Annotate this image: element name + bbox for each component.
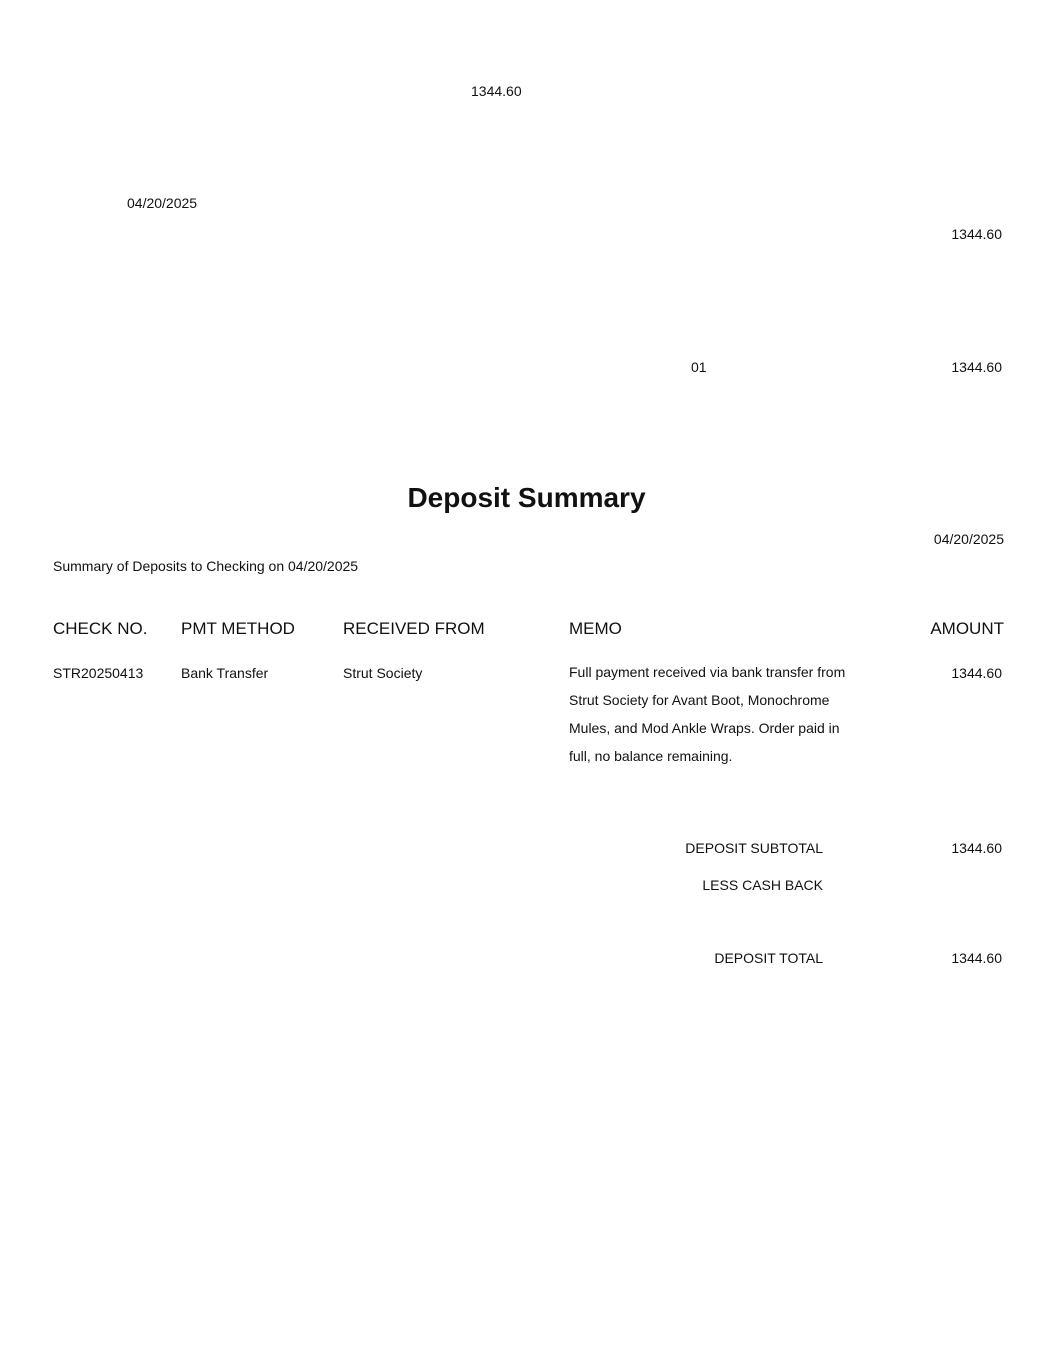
slip-item-count: 01 — [691, 359, 707, 375]
column-header-pmt-method: PMT METHOD — [181, 619, 295, 638]
cell-amount: 1344.60 — [951, 665, 1002, 681]
page-title: Deposit Summary — [407, 482, 646, 513]
slip-total-amount: 1344.60 — [951, 359, 1002, 375]
less-cash-back-label: LESS CASH BACK — [702, 877, 823, 893]
slip-top-amount: 1344.60 — [471, 83, 522, 99]
cell-memo: Full payment received via bank transfer from Strut Society for Avant Boot, Monochrome Mules, and Mod Ankle Wraps. Order paid in full, no balance remaining. — [569, 664, 846, 764]
cell-check-no: STR20250413 — [53, 665, 144, 681]
summary-subtitle: Summary of Deposits to Checking on 04/20/2025 — [53, 558, 359, 574]
deposit-subtotal-label: DEPOSIT SUBTOTAL — [685, 840, 823, 856]
cell-received-from: Strut Society — [343, 665, 423, 681]
deposit-total-label: DEPOSIT TOTAL — [714, 950, 823, 966]
summary-date: 04/20/2025 — [933, 531, 1004, 547]
slip-date: 04/20/2025 — [127, 195, 198, 211]
slip-amount: 1344.60 — [951, 226, 1002, 242]
cell-pmt-method: Bank Transfer — [181, 665, 269, 681]
column-header-received-from: RECEIVED FROM — [343, 619, 485, 638]
column-header-check-no: CHECK NO. — [53, 619, 148, 638]
column-header-amount: AMOUNT — [930, 619, 1004, 638]
column-header-memo: MEMO — [569, 619, 622, 638]
deposit-subtotal-value: 1344.60 — [951, 840, 1002, 856]
deposit-total-value: 1344.60 — [951, 950, 1002, 966]
